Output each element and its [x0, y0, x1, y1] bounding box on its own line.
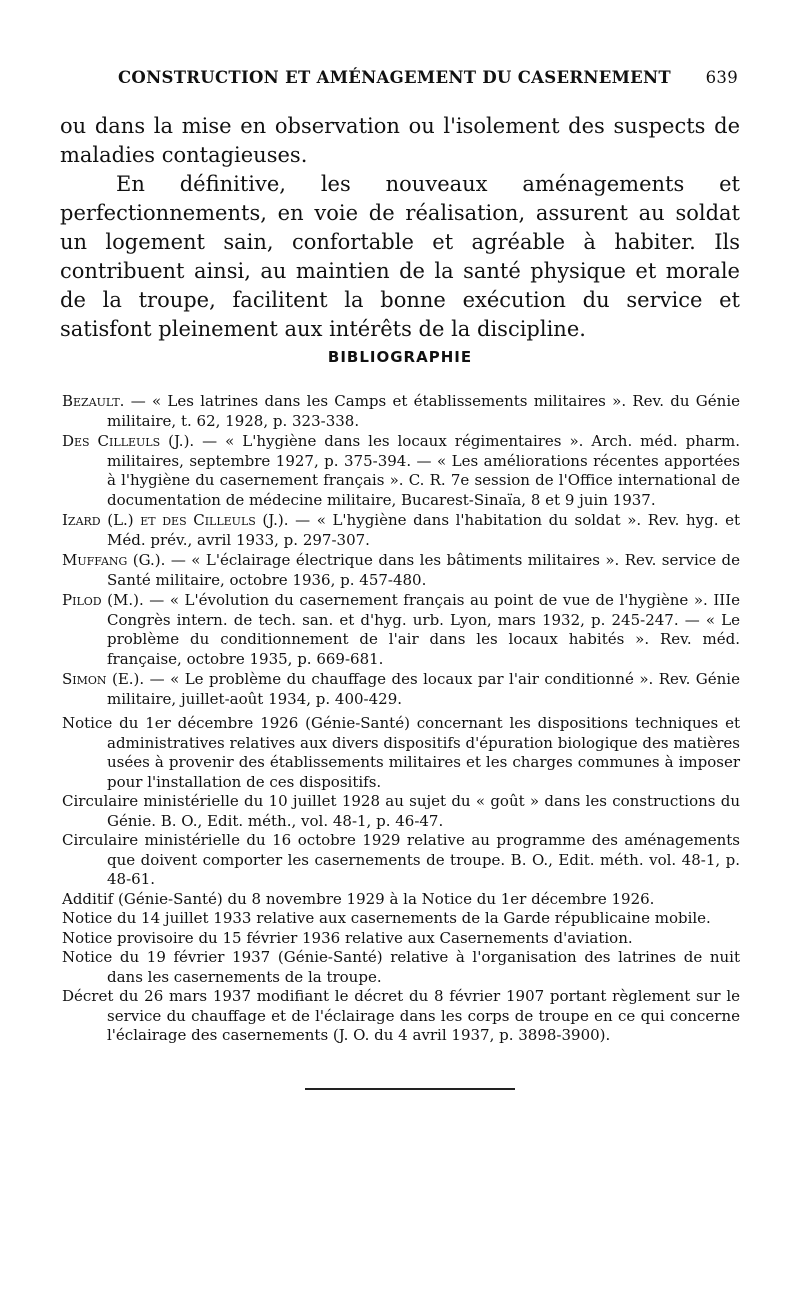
- regulation-entry: Notice du 19 février 1937 (Génie-Santé) relative à l'organisation des latrines de nuit dans les casernements de la troupe.: [62, 948, 740, 986]
- running-title: CONSTRUCTION ET AMÉNAGEMENT DU CASERNEMENT: [118, 68, 671, 87]
- reference-text: — « Les latrines dans les Camps et établissements militaires ». Rev. du Génie militaire, t. 62, 1928, p. 323-338.: [107, 392, 740, 430]
- reference-entry: [62, 392, 740, 431]
- reference-text: — « L'évolution du casernement français au point de vue de l'hygiène ». IIIe Congrès intern. de tech. san. et d'hyg. urb. Lyon, mars 1932, p. 245-247. — « Le problème du conditionnement de l'air dans les locaux habités ». Rev. méd. française, octobre 1935, p. 669-681.: [107, 591, 741, 668]
- paragraph: En définitive, les nouveaux aménagements et perfectionnements, en voie de réalisation, assurent au soldat un logement sain, confortable et agréable à habiter. Ils contribuent ainsi, au maintien de la santé physique et morale de la troupe, facilitent la bonne exécution du service et satisfont pleinement aux intérêts de la discipline.: [60, 172, 740, 341]
- reference-list: [62, 392, 740, 710]
- regulation-entry: Notice du 1er décembre 1926 (Génie-Santé) concernant les dispositions techniques et administratives relatives aux divers dispositifs d'épuration biologique des matières usées à provenir des établissements militaires et les charges communes à imposer pour l'installation de ces dispositifs.: [62, 714, 740, 791]
- body-text: [60, 112, 740, 344]
- reference-text: — « L'hygiène dans l'habitation du soldat ». Rev. hyg. et Méd. prév., avril 1933, p. 297-307.: [107, 511, 740, 549]
- end-rule: [305, 1088, 515, 1090]
- reference-entry: [62, 551, 740, 590]
- reference-author: Muffang (G.).: [62, 551, 166, 569]
- reference-author: Des Cilleuls (J.).: [62, 432, 195, 450]
- reference-text: — « L'éclairage électrique dans les bâtiments militaires ». Rev. service de Santé militaire, octobre 1936, p. 457-480.: [107, 551, 740, 589]
- reference-text: — « L'hygiène dans les locaux régimentaires ». Arch. méd. pharm. militaires, septembre 1927, p. 375-394. — « Les améliorations récentes apportées à l'hygiène du casernement français ». C. R. 7e session de l'Office international de documentation de médecine militaire, Bucarest-Sinaïa, 8 et 9 juin 1937.: [107, 432, 740, 509]
- reference-author: Izard (L.) et des Cilleuls (J.).: [62, 511, 289, 529]
- regulation-entry: Circulaire ministérielle du 10 juillet 1928 au sujet du « goût » dans les constructions du Génie. B. O., Edit. méth., vol. 48-1, p. 46-47.: [62, 792, 740, 830]
- regulation-entry: Circulaire ministérielle du 16 octobre 1929 relative au programme des aménagements que doivent comporter les casernements de troupe. B. O., Edit. méth. vol. 48-1, p. 48-61.: [62, 831, 740, 888]
- regulation-list: [62, 714, 740, 1046]
- regulation-entry: Notice du 14 juillet 1933 relative aux casernements de la Garde républicaine mobile.: [62, 909, 711, 927]
- bibliography-heading: BIBLIOGRAPHIE: [327, 348, 473, 366]
- reference-entry: [62, 432, 740, 510]
- reference-author: Simon (E.).: [62, 670, 145, 688]
- reference-entry: [62, 670, 740, 709]
- regulation-entry: Notice provisoire du 15 février 1936 relative aux Casernements d'aviation.: [62, 928, 633, 947]
- page-number: 639: [705, 68, 738, 87]
- regulation-entry: Décret du 26 mars 1937 modifiant le décret du 8 février 1907 portant règlement sur le service du chauffage et de l'éclairage dans les corps de troupe en ce qui concerne l'éclairage des casernements (J. O. du 4 avril 1937, p. 3898-3900).: [62, 987, 740, 1044]
- paragraph: ou dans la mise en observation ou l'isolement des suspects de maladies contagieuses.: [60, 114, 740, 167]
- reference-author: Pilod (M.).: [62, 591, 144, 609]
- reference-entry: [62, 591, 740, 669]
- reference-author: Bezault.: [62, 392, 125, 410]
- reference-text: — « Le problème du chauffage des locaux par l'air conditionné ». Rev. Génie militaire, juillet-août 1934, p. 400-429.: [107, 670, 740, 708]
- regulation-entry: Additif (Génie-Santé) du 8 novembre 1929 à la Notice du 1er décembre 1926.: [62, 889, 655, 908]
- reference-entry: [62, 511, 740, 550]
